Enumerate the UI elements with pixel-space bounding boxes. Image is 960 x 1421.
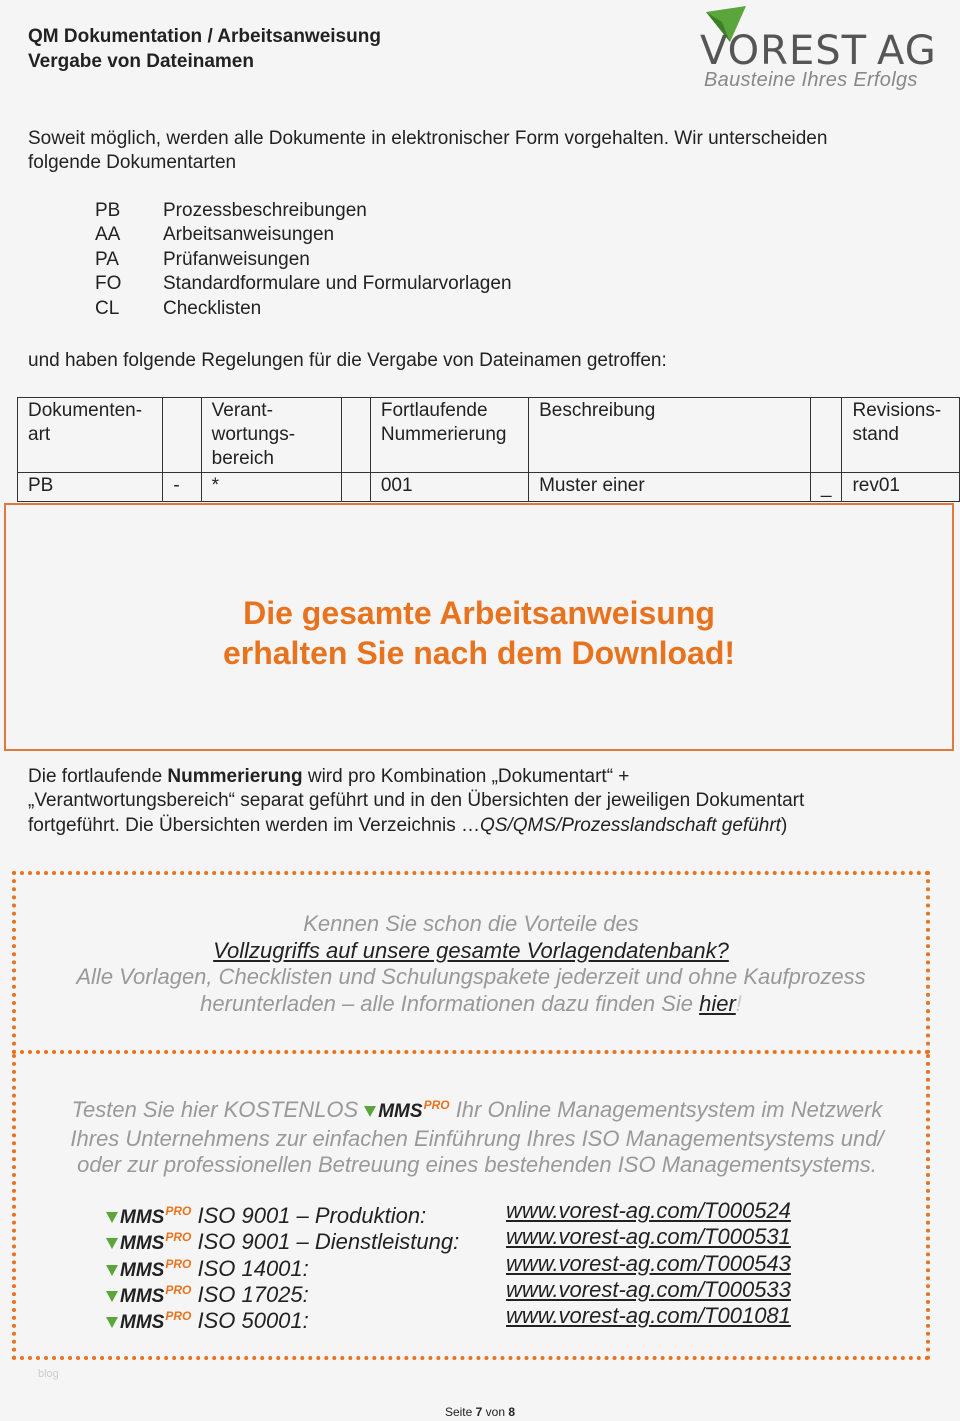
promo-line <box>16 991 926 1018</box>
mmspro-mms: MMS <box>120 1285 165 1307</box>
promo-line: Kennen Sie schon die Vorteile des <box>303 911 639 936</box>
download-overlay <box>4 503 954 751</box>
numbering-path: QS/QMS/Prozesslandschaft geführt <box>479 814 781 836</box>
table-cell: PB <box>18 473 163 502</box>
footer-text: von <box>482 1405 509 1419</box>
iso-label: ISO 9001 – Produktion: <box>197 1203 427 1228</box>
intro-paragraph <box>28 127 928 175</box>
logo-wordmark <box>700 28 937 74</box>
table-cell: * <box>201 473 342 502</box>
table-cell <box>342 473 371 502</box>
mmspro-mms: MMS <box>120 1312 165 1334</box>
promo-text: Testen Sie hier KOSTENLOS <box>71 1097 365 1122</box>
mmspro-mms: MMS <box>120 1207 165 1228</box>
promo-line: oder zur professionellen Betreuung eines bestehenden ISO Managementsystems. <box>77 1152 877 1177</box>
doctype-code: CL <box>95 297 120 319</box>
mmspro-link-label <box>106 1224 506 1255</box>
doctype-list <box>95 199 512 321</box>
numbering-line3 <box>28 814 928 838</box>
rules-intro: und haben folgende Regelungen für die Vergabe von Dateinamen getroffen: <box>28 350 667 371</box>
doctype-label: Checklisten <box>163 297 262 319</box>
doctype-label: Standardformulare und Formularvorlagen <box>163 273 512 295</box>
mmspro-mms: MMS <box>378 1101 423 1122</box>
numbering-text: fortgeführt. Die Übersichten werden im Verzeichnis … <box>28 814 480 836</box>
promo-text: ! <box>735 990 742 1016</box>
header-title-line2: Vergabe von Dateinamen <box>28 51 254 72</box>
list-item <box>95 297 512 321</box>
list-item <box>106 1224 846 1255</box>
list-item <box>95 248 512 272</box>
mmspro-link-label <box>106 1251 506 1281</box>
mmspro-triangle-icon <box>106 1265 118 1276</box>
promo-text: Ihr Online Managementsystem im Netzwerk <box>449 1097 883 1122</box>
mmspro-mms: MMS <box>120 1233 165 1255</box>
filename-rules-table <box>17 397 960 502</box>
promo-mmspro-text <box>52 1092 902 1179</box>
promo-box-mmspro <box>12 1054 930 1360</box>
mmspro-pro: PRO <box>165 1309 192 1324</box>
iso-link[interactable]: www.vorest-ag.com/T001081 <box>506 1303 791 1329</box>
logo-ag: AG <box>877 28 937 74</box>
mmspro-link-label <box>106 1303 506 1334</box>
document-header <box>28 24 381 74</box>
mmspro-triangle-icon <box>106 1238 118 1249</box>
mmspro-mms: MMS <box>120 1259 165 1281</box>
iso-label: ISO 14001: <box>197 1255 309 1281</box>
numbering-line1 <box>28 765 928 789</box>
mmspro-pro: PRO <box>165 1282 192 1297</box>
numbering-text: Die fortlaufende <box>28 766 168 787</box>
iso-label: ISO 17025: <box>197 1281 309 1307</box>
mmspro-pro: PRO <box>165 1256 192 1271</box>
mmspro-brand <box>364 1098 450 1122</box>
iso-label: ISO 50001: <box>197 1308 309 1334</box>
numbering-bold: Nummerierung <box>167 766 303 787</box>
watermark: blog <box>38 1368 59 1380</box>
table-header-cell: Fortlaufende Nummerierung <box>370 398 528 473</box>
table-header-cell: Dokumenten- art <box>18 398 163 473</box>
promo-database-link[interactable]: Vollzugriffs auf unsere gesamte Vorlagendatenbank? <box>213 937 729 963</box>
table-cell: Muster einer <box>529 473 811 502</box>
doctype-code: AA <box>95 224 121 246</box>
numbering-text: wird pro Kombination „Dokumentart“ + <box>302 766 630 787</box>
footer-text: Seite <box>444 1405 476 1419</box>
download-notice-line1: Die gesamte Arbeitsanweisung <box>243 595 715 631</box>
promo-box-database <box>12 871 930 1054</box>
iso-link[interactable]: www.vorest-ag.com/T000533 <box>506 1276 791 1302</box>
download-notice <box>6 593 952 673</box>
logo-tagline: Bausteine Ihres Erfolgs <box>704 69 918 91</box>
mmspro-pro: PRO <box>423 1098 450 1112</box>
table-row <box>18 473 960 502</box>
list-item <box>95 223 512 247</box>
mmspro-links-list <box>106 1198 846 1334</box>
promo-text: herunterladen – alle Informationen dazu finden Sie <box>200 990 700 1016</box>
table-header-cell: Verant- wortungs- bereich <box>201 398 342 473</box>
doctype-code: FO <box>95 273 122 295</box>
table-header-cell <box>342 398 371 473</box>
header-title-line1: QM Dokumentation / Arbeitsanweisung <box>28 26 381 47</box>
numbering-text: ) <box>780 814 788 836</box>
page-total: 8 <box>508 1405 516 1419</box>
table-cell: 001 <box>370 473 528 502</box>
doctype-label: Prozessbeschreibungen <box>163 200 367 221</box>
table-header-row <box>18 398 960 473</box>
promo-line: Alle Vorlagen, Checklisten und Schulungspakete jederzeit und ohne Kaufprozess <box>76 964 866 989</box>
mmspro-triangle-icon <box>106 1212 118 1223</box>
table-cell: - <box>163 473 201 502</box>
table-header-cell <box>163 398 201 473</box>
mmspro-brand <box>106 1309 192 1334</box>
list-item <box>106 1250 846 1281</box>
doctype-code: PA <box>95 248 119 270</box>
doctype-label: Arbeitsanweisungen <box>163 224 335 246</box>
doctype-code: PB <box>95 200 121 221</box>
iso-link[interactable]: www.vorest-ag.com/T000531 <box>506 1224 791 1250</box>
iso-link[interactable]: www.vorest-ag.com/T000524 <box>506 1198 791 1223</box>
table-header-cell: Beschreibung <box>529 398 811 473</box>
table-cell: _ <box>810 473 842 502</box>
list-item <box>106 1303 846 1334</box>
iso-label: ISO 9001 – Dienstleistung: <box>197 1229 460 1255</box>
page-footer <box>0 1405 960 1419</box>
intro-line1: Soweit möglich, werden alle Dokumente in elektronischer Form vorgehalten. Wir unterscheiden <box>28 128 828 149</box>
mmspro-triangle-icon <box>364 1106 376 1117</box>
list-item <box>106 1198 846 1228</box>
table-cell: rev01 <box>842 473 960 502</box>
table-header-cell <box>810 398 842 473</box>
promo-line: Ihres Unternehmens zur einfachen Einführung Ihres ISO Managementsystems und/ <box>70 1125 884 1151</box>
vorest-logo <box>698 6 938 96</box>
numbering-line2: „Verantwortungsbereich“ separat geführt und in den Übersichten der jeweiligen Dokumentart <box>28 790 805 812</box>
promo-hier-link[interactable]: hier <box>699 990 736 1016</box>
page-number: 7 <box>475 1405 483 1419</box>
promo-line <box>52 1092 902 1126</box>
intro-line2: folgende Dokumentarten <box>28 152 237 173</box>
logo-word: VOREST <box>700 28 868 74</box>
list-item <box>95 199 512 223</box>
mmspro-link-label <box>106 1198 506 1228</box>
download-notice-line2: erhalten Sie nach dem Download! <box>222 635 736 671</box>
iso-link[interactable]: www.vorest-ag.com/T000543 <box>506 1250 791 1276</box>
list-item <box>95 272 512 296</box>
numbering-paragraph <box>28 765 928 838</box>
table-header-cell: Revisions- stand <box>842 398 960 473</box>
mmspro-pro: PRO <box>165 1204 192 1218</box>
mmspro-triangle-icon <box>106 1317 118 1328</box>
mmspro-pro: PRO <box>165 1230 192 1245</box>
list-item <box>106 1276 846 1307</box>
mmspro-triangle-icon <box>106 1291 118 1302</box>
doctype-label: Prüfanweisungen <box>163 248 310 270</box>
mmspro-link-label <box>106 1277 506 1307</box>
